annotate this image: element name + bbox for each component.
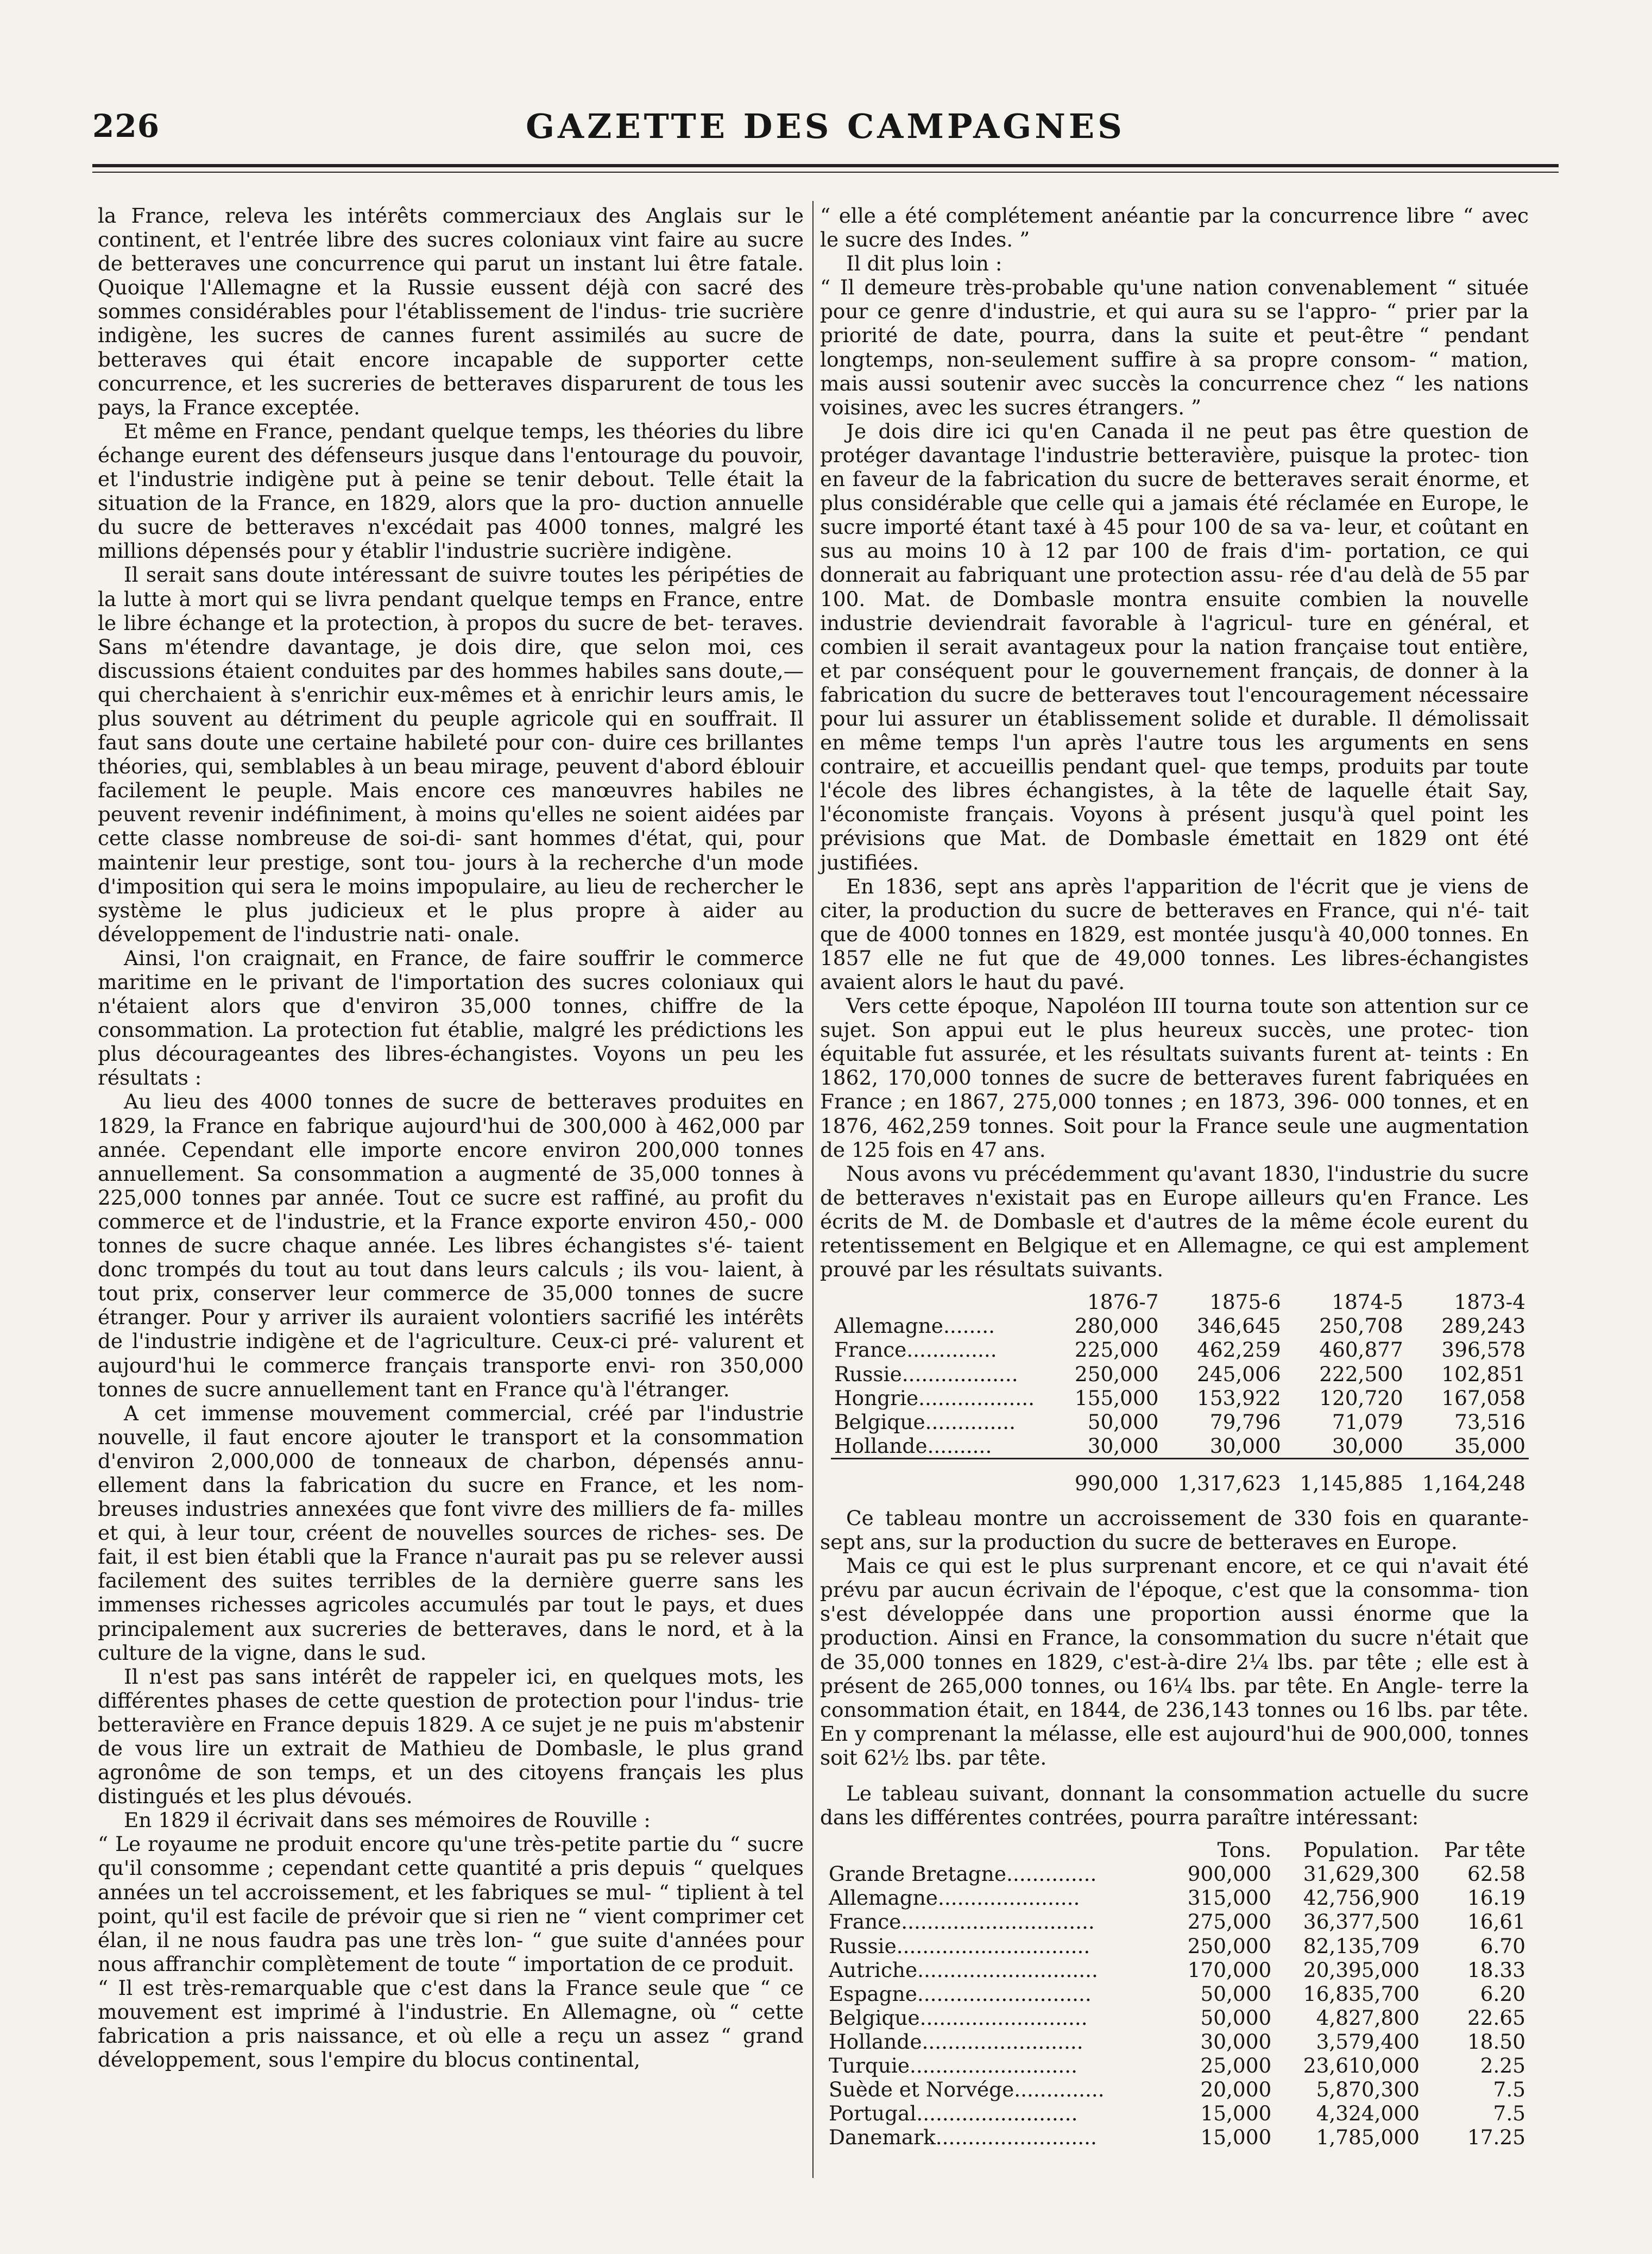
paragraph: Nous avons vu précédemment qu'avant 1830, l'industrie du sucre de betteraves n'existait pas en Europe ailleurs qu'en France. Les écrits de M. de Dombasle et d'autres de la même école eurent du retentissement en Belgique et en Allemagne, ce qui est amplement prouvé par les résultats suivants. xyxy=(820,1161,1529,1282)
table-cell: 31,629,300 xyxy=(1303,1862,1420,1886)
table-header: 1875-6 xyxy=(1209,1290,1281,1314)
table-cell xyxy=(831,1458,1061,1495)
table-cell: Turquie.......................... xyxy=(829,2054,1078,2078)
table-cell: 17.25 xyxy=(1467,2125,1525,2150)
table-row xyxy=(825,1886,1529,1910)
table-cell: 245,006 xyxy=(1197,1362,1281,1386)
table-row xyxy=(825,1910,1529,1934)
table-cell: 30,000 xyxy=(1332,1433,1403,1458)
table-cell: 7.5 xyxy=(1493,2077,1525,2102)
table-cell: France.............. xyxy=(834,1338,997,1362)
table-cell: 1,785,000 xyxy=(1316,2125,1420,2150)
table-cell: 62.58 xyxy=(1467,1862,1525,1886)
consumption-table xyxy=(820,1838,1529,2149)
table-total-row xyxy=(831,1458,1529,1495)
table-cell: 102,851 xyxy=(1441,1362,1525,1386)
table-header: Tons. xyxy=(1217,1838,1272,1862)
table-cell: 36,377,500 xyxy=(1303,1910,1420,1934)
table-cell: 20,395,000 xyxy=(1303,1957,1420,1982)
table-total: 990,000 xyxy=(1061,1458,1162,1495)
table-total: 1,145,885 xyxy=(1284,1458,1407,1495)
table-cell: 250,708 xyxy=(1319,1314,1403,1338)
table-header-row xyxy=(825,1838,1529,1862)
table-row xyxy=(831,1386,1529,1410)
table-cell: 15,000 xyxy=(1200,2101,1272,2126)
table-cell: 4,827,800 xyxy=(1316,2005,1420,2030)
table-row xyxy=(825,2006,1529,2030)
table-cell: 4,324,000 xyxy=(1316,2101,1420,2126)
table-cell: Grande Bretagne.............. xyxy=(829,1862,1097,1886)
table-row xyxy=(825,1958,1529,1982)
table-row xyxy=(831,1338,1529,1362)
table-cell: Allemagne........ xyxy=(834,1314,995,1338)
table-cell: Hollande.......... xyxy=(834,1433,992,1458)
table-cell: 900,000 xyxy=(1187,1862,1272,1886)
paragraph: En 1836, sept ans après l'apparition de l'écrit que je viens de citer, la production du sucre de betteraves en France, qui n'é- tait que de 4000 tonnes en 1829, est montée jusqu'à 40,000 tonnes. En 1857 elle ne fut que de 49,000 tonnes. Les libres-échangistes avaient alors le haut du pavé. xyxy=(820,874,1529,994)
table-cell: 35,000 xyxy=(1454,1433,1525,1458)
table-cell: Suède et Norvége.............. xyxy=(829,2077,1105,2102)
table-cell: Belgique.............. xyxy=(834,1409,1016,1434)
table-total: 1,164,248 xyxy=(1407,1458,1529,1495)
table-cell: 222,500 xyxy=(1319,1362,1403,1386)
page-header xyxy=(92,92,1559,152)
table-header: Population. xyxy=(1303,1838,1420,1862)
table-cell: 6.70 xyxy=(1480,1934,1525,1958)
production-table xyxy=(820,1290,1529,1495)
table-cell: 280,000 xyxy=(1074,1314,1159,1338)
table-cell: 167,058 xyxy=(1441,1386,1525,1410)
table-row xyxy=(831,1362,1529,1386)
table-row xyxy=(825,1934,1529,1958)
paragraph: Mais ce qui est le plus surprenant encore, et ce qui n'avait été prévu par aucun écrivain de l'époque, c'est que la consomma- tion s'est développée dans une proportion aussi énorme que la production. Ainsi en France, la consommation du sucre n'était que de 35,000 tonnes en 1829, c'est-à-dire 2¼ lbs. par tête ; elle est à présent de 265,000 tonnes, ou 16¼ lbs. par tête. En Angle- terre la consommation était, en 1844, de 236,143 tonnes ou 16 lbs. par tête. En y comprenant la mélasse, elle est aujourd'hui de 900,000, tonnes soit 62½ lbs. par tête. xyxy=(820,1554,1529,1770)
table-cell: 50,000 xyxy=(1087,1409,1159,1434)
table-cell: Belgique.......................... xyxy=(829,2005,1088,2030)
table-cell: 18.33 xyxy=(1467,1957,1525,1982)
table-header: 1873-4 xyxy=(1454,1290,1525,1314)
table-row xyxy=(825,2125,1529,2149)
table-cell: Autriche............................ xyxy=(829,1957,1098,1982)
table-cell: 20,000 xyxy=(1200,2077,1272,2102)
table-cell: 16,61 xyxy=(1467,1910,1525,1934)
table-cell: 30,000 xyxy=(1200,2029,1272,2054)
table-cell: 16.19 xyxy=(1467,1886,1525,1910)
header-rule-thick xyxy=(92,164,1559,167)
table-cell: 71,079 xyxy=(1332,1409,1403,1434)
table-row xyxy=(825,1862,1529,1886)
table-row xyxy=(831,1410,1529,1434)
header-rule-thin xyxy=(92,172,1559,173)
table-cell: 2.25 xyxy=(1480,2054,1525,2078)
table-row xyxy=(825,1982,1529,2006)
table-header xyxy=(825,1838,1165,1862)
paragraph: Ce tableau montre un accroissement de 330 fois en quarante- sept ans, sur la production du sucre de betteraves en Europe. xyxy=(820,1506,1529,1554)
table-row xyxy=(831,1434,1529,1459)
table-cell: 25,000 xyxy=(1200,2054,1272,2078)
table-cell: 73,516 xyxy=(1454,1409,1525,1434)
table-cell: 170,000 xyxy=(1187,1957,1272,1982)
table-cell: 82,135,709 xyxy=(1303,1934,1420,1958)
table-cell: 289,243 xyxy=(1441,1314,1525,1338)
table-total: 1,317,623 xyxy=(1162,1458,1284,1495)
table-cell: 5,870,300 xyxy=(1316,2077,1420,2102)
table-cell: 30,000 xyxy=(1209,1433,1281,1458)
table-cell: France.............................. xyxy=(829,1910,1095,1934)
paragraph: Il n'est pas sans intérêt de rappeler ici, en quelques mots, les différentes phases de cette question de protection pour l'indus- trie betteravière en France depuis 1829. A ce sujet je ne puis m'abstenir de vous lire un extrait de Mathieu de Dombasle, le plus grand agronôme de son temps, et un des citoyens français les plus distingués et les plus dévoués. xyxy=(98,1664,804,1809)
paragraph: la France, releva les intérêts commerciaux des Anglais sur le continent, et l'entrée libre des sucres coloniaux vint faire au sucre de betteraves une concurrence qui parut un instant lui être fatale. Quoique l'Allemagne et la Russie eussent déjà con sacré des sommes considérables pour l'établissement de l'indus- trie sucrière indigène, les sucres de cannes furent assimilés au sucre de betteraves qui était encore incapable de supporter cette concurrence, et les sucreries de betteraves disparurent de tous les pays, la France exceptée. xyxy=(98,204,804,419)
table-row xyxy=(831,1314,1529,1338)
running-title: GAZETTE DES CAMPAGNES xyxy=(526,106,1125,146)
table-cell: Espagne........................... xyxy=(829,1981,1092,2006)
right-column xyxy=(820,204,1529,2160)
table-cell: 250,000 xyxy=(1074,1362,1159,1386)
quotation: “ Le royaume ne produit encore qu'une très-petite partie du “ sucre qu'il consomme ; cependant cette quantité a pris depuis “ quelques années un tel accroissement, et les fabriques se mul- “ tiplient à tel point, qu'il est facile de prévoir que si rien ne “ vient comprimer cet élan, il ne nous faudra pas une très lon- “ gue suite d'années pour nous affranchir complètement de toute “ importation de ce produit. xyxy=(98,1832,804,1976)
table-cell: 120,720 xyxy=(1319,1386,1403,1410)
paragraph: Je dois dire ici qu'en Canada il ne peut pas être question de protéger davantage l'industrie betteravière, puisque la protec- tion en faveur de la fabrication du sucre de betteraves serait énorme, et plus considérable que celle qui a jamais été réclamée en Europe, le sucre importé étant taxé à 45 pour 100 de sa va- leur, et coûtant en sus au moins 10 à 12 par 100 de frais d'im- portation, ce qui donnerait au fabriquant une protection assu- rée d'au delà de 55 par 100. Mat. de Dombasle montra ensuite combien la nouvelle industrie deviendrait favorable à l'agricul- ture en général, et combien il serait avantageux pour la nation française tout entière, et par conséquent pour le gouvernement français, de donner à la fabrication du sucre de betteraves tout l'encouragement nécessaire pour lui assurer un établissement solide et durable. Il démolissait en même temps l'un après l'autre tous les arguments en sens contraire, et accueillis pendant quel- que temps, produits par toute l'école des libres échangistes, à la tête de laquelle était Say, l'économiste français. Voyons à présent jusqu'à quel point les prévisions que Mat. de Dombasle émettait en 1829 ont été justifiées. xyxy=(820,419,1529,874)
table-header xyxy=(831,1290,1061,1314)
table-cell: 50,000 xyxy=(1200,1981,1272,2006)
paragraph: Il serait sans doute intéressant de suivre toutes les péripéties de la lutte à mort qui se livra pendant quelque temps en France, entre le libre échange et la protection, à propos du sucre de bet- teraves. Sans m'étendre davantage, je dois dire, que selon moi, ces discussions étaient conduites par des hommes habiles sans doute,—qui cherchaient à s'enrichir eux-mêmes et à enrichir leurs amis, le plus souvent au détriment du peuple agricole qui en souffrait. Il faut sans doute une certaine habileté pour con- duire ces brillantes théories, qui, semblables à un beau mirage, peuvent d'abord éblouir facilement le peuple. Mais encore ces manœuvres habiles ne peuvent revenir indéfiniment, à moins qu'elles ne soient aidées par cette classe nombreuse de soi-di- sant hommes d'état, qui, pour maintenir leur prestige, sont tou- jours à la recherche d'un mode d'imposition qui sera le moins impopulaire, au lieu de rechercher le système le plus judicieux et le plus propre à aider au développement de l'industrie nati- onale. xyxy=(98,563,804,946)
table-cell: 396,578 xyxy=(1441,1338,1525,1362)
table-cell: 3,579,400 xyxy=(1316,2029,1420,2054)
table-cell: Russie.................. xyxy=(834,1362,1018,1386)
quotation: “ Il est très-remarquable que c'est dans la France seule que “ ce mouvement est imprimé à l'industrie. En Allemagne, où “ cette fabrication a pris naissance, et où elle a reçu un assez “ grand développement, sous l'empire du blocus continental, xyxy=(98,1975,804,2072)
table-row xyxy=(825,2077,1529,2101)
left-column xyxy=(98,204,804,2072)
paragraph: Ainsi, l'on craignait, en France, de faire souffrir le commerce maritime en le privant de l'importation des sucres coloniaux qui n'étaient alors que d'environ 35,000 tonnes, chiffre de la consommation. La protection fut établie, malgré les prédictions les plus décourageantes des libres-échangistes. Voyons un peu les résultats : xyxy=(98,946,804,1090)
table-cell: 50,000 xyxy=(1200,2005,1272,2030)
table-cell: 7.5 xyxy=(1493,2101,1525,2126)
table-header: 1874-5 xyxy=(1332,1290,1403,1314)
table-cell: 18.50 xyxy=(1467,2029,1525,2054)
table-cell: Allemagne...................... xyxy=(829,1886,1080,1910)
table-cell: Hollande......................... xyxy=(829,2029,1083,2054)
table-row xyxy=(825,2054,1529,2077)
paragraph: A cet immense mouvement commercial, créé par l'industrie nouvelle, il faut encore ajouter le transport et la consommation d'environ 2,000,000 de tonneaux de charbon, dépensés annu- ellement dans la fabrication du sucre en France, et les nom- breuses industries annexées que font vivre des milliers de fa- milles et qui, à leur tour, créent de nouvelles sources de riches- ses. De fait, il est bien établi que la France n'aurait pas pu se relever aussi facilement des suites terribles de la dernière guerre sans les immenses richesses agricoles accumulés par tout le pays, et dues principalement aux sucreries de betteraves, dans le nord, et à la culture de la vigne, dans le sud. xyxy=(98,1401,804,1665)
table-cell: Russie.............................. xyxy=(829,1934,1090,1958)
table-header: Par tête xyxy=(1444,1838,1525,1862)
paragraph: Vers cette époque, Napoléon III tourna toute son attention sur ce sujet. Son appui eut le plus heureux succès, une protec- tion équitable fut assurée, et les résultats suivants furent at- teints : En 1862, 170,000 tonnes de sucre de betteraves furent fabriquées en France ; en 1867, 275,000 tonnes ; en 1873, 396- 000 tonnes, et en 1876, 462,259 tonnes. Soit pour la France seule une augmentation de 125 fois en 47 ans. xyxy=(820,994,1529,1162)
table-cell: 460,877 xyxy=(1319,1338,1403,1362)
page-number: 226 xyxy=(92,108,160,144)
table-cell: 225,000 xyxy=(1074,1338,1159,1362)
table-cell: 153,922 xyxy=(1197,1386,1281,1410)
table-cell: 250,000 xyxy=(1187,1934,1272,1958)
table-cell: 346,645 xyxy=(1197,1314,1281,1338)
paragraph: Et même en France, pendant quelque temps, les théories du libre échange eurent des défenseurs jusque dans l'entourage du pouvoir, et l'industrie indigène put à peine se tenir debout. Telle était la situation de la France, en 1829, alors que la pro- duction annuelle du sucre de betteraves n'excédait pas 4000 tonnes, malgré les millions dépensés pour y établir l'industrie sucrière indigène. xyxy=(98,419,804,563)
table-cell: 79,796 xyxy=(1209,1409,1281,1434)
quotation: “ elle a été complétement anéantie par la concurrence libre “ avec le sucre des Indes. ” xyxy=(820,204,1529,252)
paragraph: Le tableau suivant, donnant la consommation actuelle du sucre dans les différentes contrées, pourra paraître intéressant: xyxy=(820,1781,1529,1830)
table-cell: 315,000 xyxy=(1187,1886,1272,1910)
table-cell: 30,000 xyxy=(1087,1433,1159,1458)
table-cell: Portugal......................... xyxy=(829,2101,1078,2126)
column-divider xyxy=(812,201,814,2178)
table-cell: 462,259 xyxy=(1197,1338,1281,1362)
table-cell: 42,756,900 xyxy=(1303,1886,1420,1910)
table-cell: Hongrie.................. xyxy=(834,1386,1035,1410)
table-row xyxy=(825,2030,1529,2054)
paragraph: En 1829 il écrivait dans ses mémoires de Rouville : xyxy=(124,1808,651,1833)
table-header-row xyxy=(831,1290,1529,1314)
table-header: 1876-7 xyxy=(1087,1290,1159,1314)
table-cell: 155,000 xyxy=(1074,1386,1159,1410)
table-cell: Danemark......................... xyxy=(829,2125,1097,2150)
table-cell: 275,000 xyxy=(1187,1910,1272,1934)
table-cell: 6.20 xyxy=(1480,1981,1525,2006)
paragraph: Il dit plus loin : xyxy=(846,251,1002,276)
table-row xyxy=(825,2101,1529,2125)
paragraph: Au lieu des 4000 tonnes de sucre de betteraves produites en 1829, la France en fabrique aujourd'hui de 300,000 à 462,000 par année. Cependant elle importe encore environ 200,000 tonnes annuellement. Sa consommation a augmenté de 35,000 tonnes à 225,000 tonnes par année. Tout ce sucre est raffiné, au profit du commerce et de l'industrie, et la France exporte environ 450,- 000 tonnes de sucre chaque année. Les libres échangistes s'é- taient donc trompés du tout au tout dans leurs calculs ; ils vou- laient, à tout prix, conserver leur commerce de 35,000 tonnes de sucre étranger. Pour y arriver ils auraient volontiers sacrifié les intérêts de l'industrie indigène et de l'agriculture. Ceux-ci pré- valurent et aujourd'hui le commerce français transporte envi- ron 350,000 tonnes de sucre annuellement tant en France qu'à l'étranger. xyxy=(98,1090,804,1401)
table-cell: 22.65 xyxy=(1467,2005,1525,2030)
table-cell: 15,000 xyxy=(1200,2125,1272,2150)
table-cell: 16,835,700 xyxy=(1303,1981,1420,2006)
table-cell: 23,610,000 xyxy=(1303,2054,1420,2078)
quotation: “ Il demeure très-probable qu'une nation convenablement “ située pour ce genre d'industrie, et qui aura su se l'appro- “ prier par la priorité de date, pourra, dans la suite et peut-être “ pendant longtemps, non-seulement suffire à sa propre consom- “ mation, mais aussi soutenir avec succès la concurrence chez “ les nations voisines, avec les sucres étrangers. ” xyxy=(820,275,1529,419)
